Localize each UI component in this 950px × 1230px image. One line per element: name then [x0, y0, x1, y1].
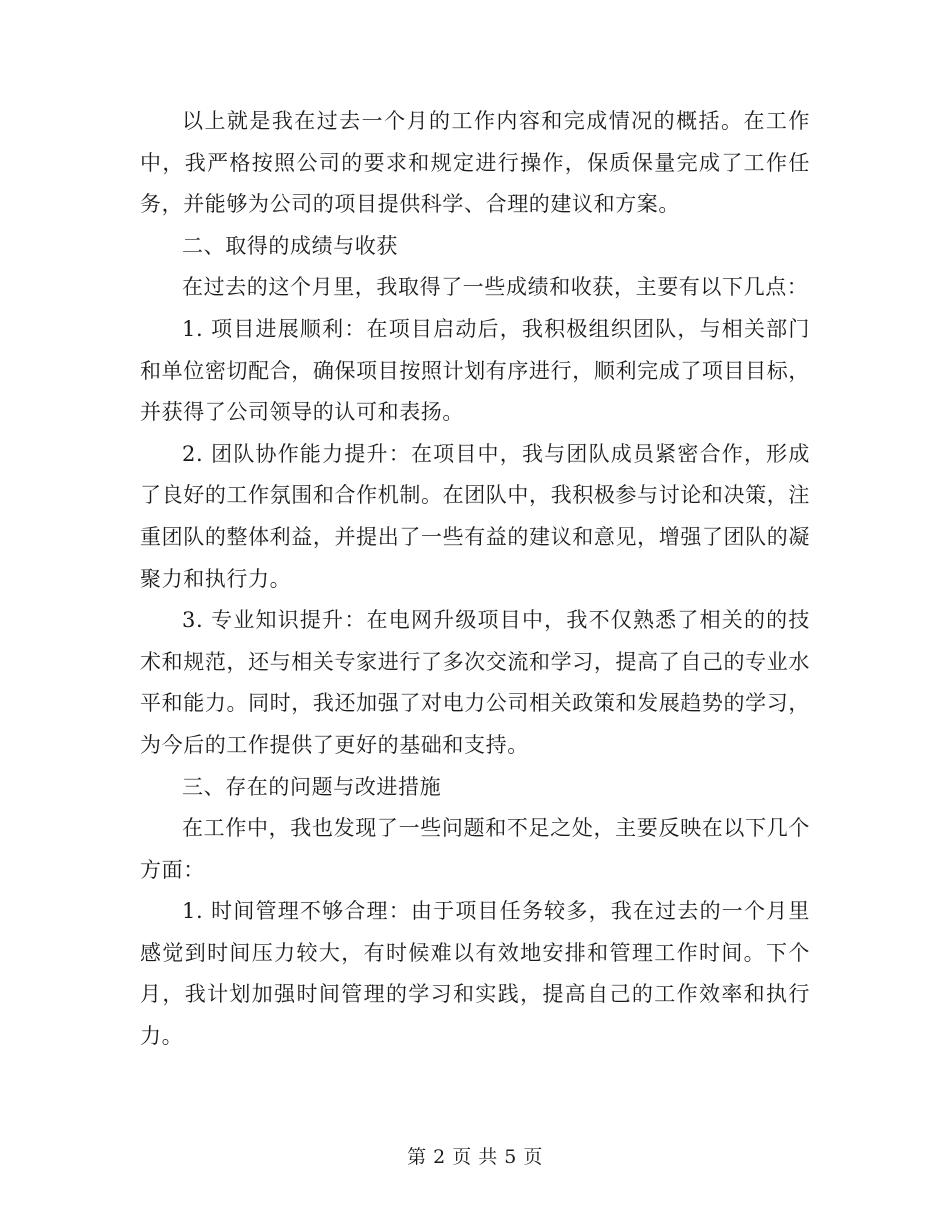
paragraph-summary: 以上就是我在过去一个月的工作内容和完成情况的概括。在工作中，我严格按照公司的要求和规定进行操作，保质保量完成了工作任务，并能够为公司的项目提供科学、合理的建议和方案。: [140, 109, 810, 217]
list-item-time-management: 1. 时间管理不够合理：由于项目任务较多，我在过去的一个月里感觉到时间压力较大，有时候难以有效地安排和管理工作时间。下个月，我计划加强时间管理的学习和实践，提高自己的工作效率和执行力。: [140, 899, 810, 1049]
page-number-footer: 第 2 页 共 5 页: [407, 1146, 543, 1168]
list-item-teamwork: 2. 团队协作能力提升：在项目中，我与团队成员紧密合作，形成了良好的工作氛围和合作机制。在团队中，我积极参与讨论和决策，注重团队的整体利益，并提出了一些有益的建议和意见，增强了团队的凝聚力和执行力。: [140, 441, 810, 591]
document-body: [140, 101, 810, 1058]
section-heading-achievements: 二、取得的成绩与收获: [182, 233, 398, 258]
list-item-project-progress: 1. 项目进展顺利：在项目启动后，我积极组织团队，与相关部门和单位密切配合，确保项目按照计划有序进行，顺利完成了项目目标，并获得了公司领导的认可和表扬。: [140, 316, 810, 425]
paragraph-problems-intro: 在工作中，我也发现了一些问题和不足之处，主要反映在以下几个方面：: [140, 816, 810, 882]
paragraph-achievements-intro: 在过去的这个月里，我取得了一些成绩和收获，主要有以下几点：: [182, 275, 809, 300]
list-item-knowledge: 3. 专业知识提升：在电网升级项目中，我不仅熟悉了相关的的技术和规范，还与相关专家进行了多次交流和学习，提高了自己的专业水平和能力。同时，我还加强了对电力公司相关政策和发展趋势的学习，为今后的工作提供了更好的基础和支持。: [140, 608, 810, 757]
section-heading-problems: 三、存在的问题与改进措施: [182, 774, 442, 799]
